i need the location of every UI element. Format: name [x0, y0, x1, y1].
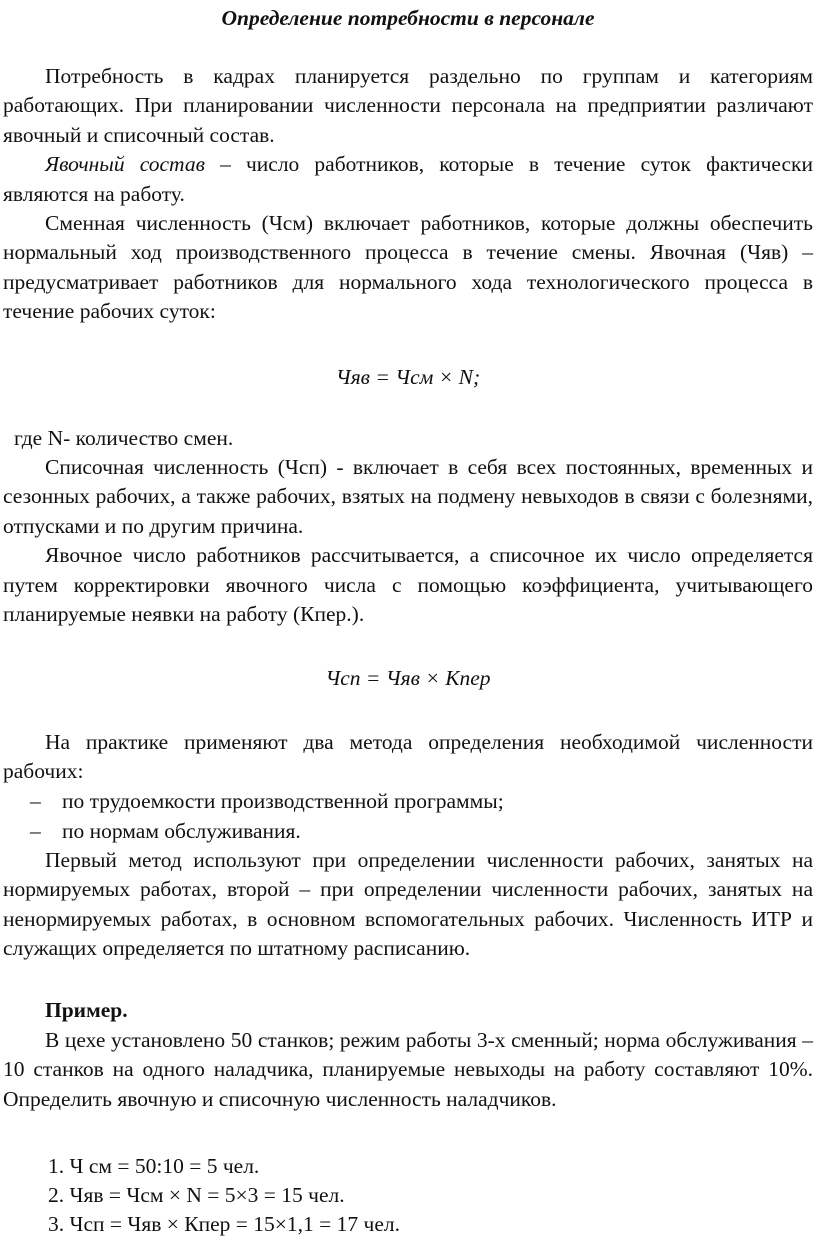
term-attendance-staff: Явочный состав [45, 152, 205, 177]
solution-step: 1. Ч см = 50:10 = 5 чел. [48, 1154, 260, 1178]
paragraph-first-method: Первый метод используют при определении численности рабочих, занятых на нормируемых работах, второй – при определении численности рабочих, занятых на ненормируемых работах, в основном вспомогательных рабочих. Численность ИТР и служащих определяется по штатному расписанию. [3, 848, 813, 961]
list-item-text: по нормам обслуживания. [62, 819, 301, 843]
example-heading-block [3, 996, 813, 1025]
paragraph-shift-headcount: Сменная численность (Чсм) включает работников, которые должны обеспечить нормальный ход производственного процесса в течение смены. Явочная (Чяв) – предусматривает работников для нормального хода технологического процесса в течение рабочих суток: [3, 211, 813, 324]
paragraph-list-headcount: Списочная численность (Чсп) - включает в себя всех постоянных, временных и сезонных рабочих, а также рабочих, взятых на подмену невыходов в связи с болезнями, отпусками и по другим причина. [3, 455, 813, 538]
dash-bullet: – [30, 789, 41, 813]
paragraph-methods: На практике применяют два метода определения необходимой численности рабочих: [3, 730, 813, 784]
paragraph-first-method-block [3, 846, 813, 964]
example-heading: Пример. [45, 998, 128, 1022]
definition-text: – число работников, которые в течение суток фактически являются на работу. [3, 152, 813, 206]
paragraph-list-headcount-block [3, 453, 813, 629]
list-item-text: по трудоемкости производственной программы; [62, 789, 504, 813]
paragraph-example-block [3, 1026, 813, 1114]
formula-attendance: Чяв = Чсм × N; [335, 365, 481, 389]
document-title: Определение потребности в персонале [221, 6, 595, 30]
paragraph-example: В цехе установлено 50 станков; режим работы 3-х сменный; норма обслуживания – 10 станков на одного наладчика, планируемые невыходы на работу составляют 10%. Определить явочную и списочную численность наладчиков. [3, 1028, 813, 1111]
paragraph-intro [3, 62, 813, 327]
list-item [30, 787, 504, 816]
solution-step: 2. Чяв = Чсм × N = 5×3 = 15 чел. [48, 1183, 345, 1207]
formula-legend: где N- количество смен. [14, 426, 234, 450]
paragraph-coefficient: Явочное число работников рассчитывается, а списочное их число определяется путем корректировки явочного числа с помощью коэффициента, учитывающего планируемые неявки на работу (Кпер.). [3, 543, 813, 627]
paragraph-attendance-definition [3, 150, 813, 209]
dash-bullet: – [30, 819, 41, 843]
solution-step: 3. Чсп = Чяв × Кпер = 15×1,1 = 17 чел. [48, 1212, 401, 1236]
paragraph-text: Потребность в кадрах планируется раздельно по группам и категориям работающих. При планировании численности персонала на предприятии различают явочный и списочный состав. [3, 64, 813, 147]
formula-list-headcount: Чсп = Чяв × Кпер [325, 666, 491, 690]
paragraph-methods-block [3, 728, 813, 787]
list-item [30, 817, 301, 846]
